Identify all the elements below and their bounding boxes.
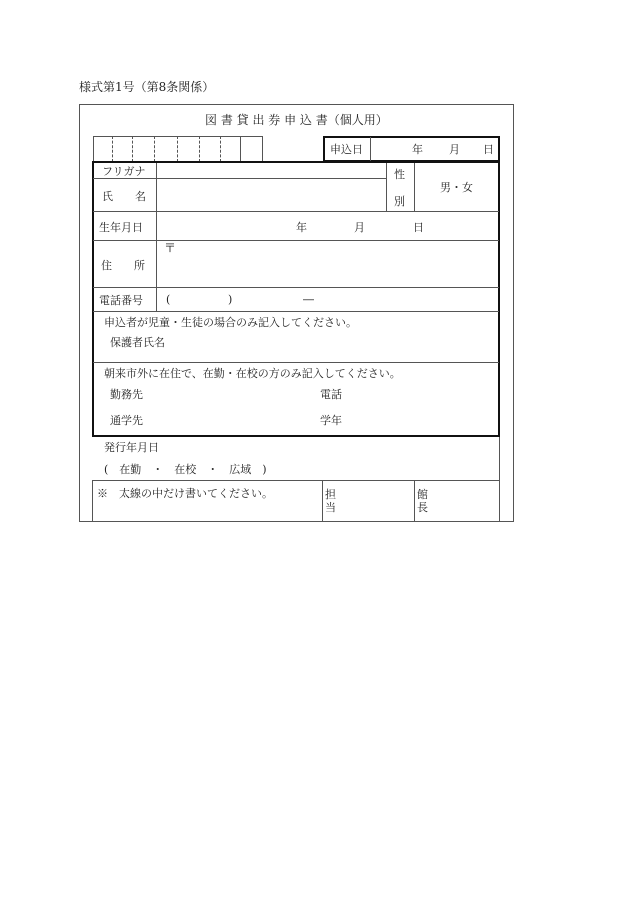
sex-column-divider <box>414 163 415 211</box>
phone-field[interactable] <box>157 289 499 310</box>
application-date-day[interactable]: 日 <box>483 143 494 156</box>
issue-date-label: 発行年月日 <box>104 441 159 454</box>
name-label: 氏 名 <box>102 190 146 203</box>
sex-column-divider <box>386 163 387 211</box>
phone-dash: ― <box>303 293 314 306</box>
row-divider <box>93 240 499 241</box>
director-stamp-field[interactable] <box>430 482 497 520</box>
footer-note: ※ 太線の中だけ書いてください。 <box>97 487 273 500</box>
sex-label-bottom: 別 <box>394 195 405 208</box>
footer-divider <box>92 480 500 481</box>
school-label: 通学先 <box>110 414 143 427</box>
furigana-label: フリガナ <box>102 165 146 178</box>
issue-type-options: ( 在勤 ・ 在校 ・ 広域 ) <box>104 463 267 476</box>
application-date-year[interactable]: 年 <box>412 143 423 156</box>
postal-mark: 〒 <box>164 241 177 255</box>
phone-close-paren: ) <box>228 293 233 306</box>
footer-left-border <box>92 480 93 522</box>
address-field[interactable] <box>157 242 499 287</box>
guardian-name-label: 保護者氏名 <box>110 336 165 349</box>
card-digit-divider <box>199 136 200 162</box>
director-label-top: 館 <box>417 488 428 501</box>
phone-label: 電話番号 <box>99 294 143 307</box>
form-number: 様式第1号（第8条関係） <box>79 80 215 94</box>
birthdate-year: 年 <box>296 221 307 234</box>
card-number-field[interactable] <box>93 136 263 162</box>
work-phone-label: 電話 <box>320 388 342 401</box>
footer-divider-staff <box>322 480 323 522</box>
address-label: 住 所 <box>101 259 145 272</box>
school-field[interactable] <box>150 410 315 432</box>
staff-label-top: 担 <box>325 488 336 501</box>
birthdate-label: 生年月日 <box>99 221 143 234</box>
row-divider <box>93 311 499 312</box>
sex-options[interactable]: 男・女 <box>440 181 473 194</box>
card-digit-divider <box>154 136 155 162</box>
director-label-bottom: 長 <box>417 501 428 514</box>
card-digit-divider <box>177 136 178 162</box>
application-date-divider <box>370 137 371 161</box>
furigana-field[interactable] <box>157 163 386 178</box>
row-divider <box>93 211 499 212</box>
staff-label-bottom: 当 <box>325 501 336 514</box>
card-digit-divider <box>240 136 241 162</box>
footer-right-border <box>499 480 500 522</box>
row-divider <box>93 362 499 363</box>
staff-stamp-field[interactable] <box>338 482 412 520</box>
issue-right-border <box>499 437 500 480</box>
grade-field[interactable] <box>348 410 498 432</box>
birthdate-day: 日 <box>413 221 424 234</box>
application-date-month[interactable]: 月 <box>449 143 460 156</box>
form-title: 図 書 貸 出 券 申 込 書（個人用） <box>205 113 388 127</box>
birthdate-field[interactable] <box>157 213 499 240</box>
workplace-label: 勤務先 <box>110 388 143 401</box>
birthdate-month: 月 <box>354 221 365 234</box>
application-date-label: 申込日 <box>330 143 363 156</box>
guardian-name-field[interactable] <box>180 331 498 361</box>
footer-divider-director <box>414 480 415 522</box>
furigana-divider <box>93 178 386 179</box>
card-digit-divider <box>112 136 113 162</box>
guardian-note: 申込者が児童・生徒の場合のみ記入してください。 <box>104 316 357 329</box>
sex-label-top: 性 <box>394 168 405 181</box>
workplace-field[interactable] <box>150 384 315 404</box>
card-digit-divider <box>220 136 221 162</box>
work-phone-field[interactable] <box>348 384 498 404</box>
name-field[interactable] <box>157 180 386 211</box>
card-digit-divider <box>132 136 133 162</box>
phone-open-paren: ( <box>166 293 171 306</box>
commuter-note: 朝来市外に在住で、在勤・在校の方のみ記入してください。 <box>104 367 401 380</box>
row-divider <box>93 287 499 288</box>
grade-label: 学年 <box>320 414 342 427</box>
